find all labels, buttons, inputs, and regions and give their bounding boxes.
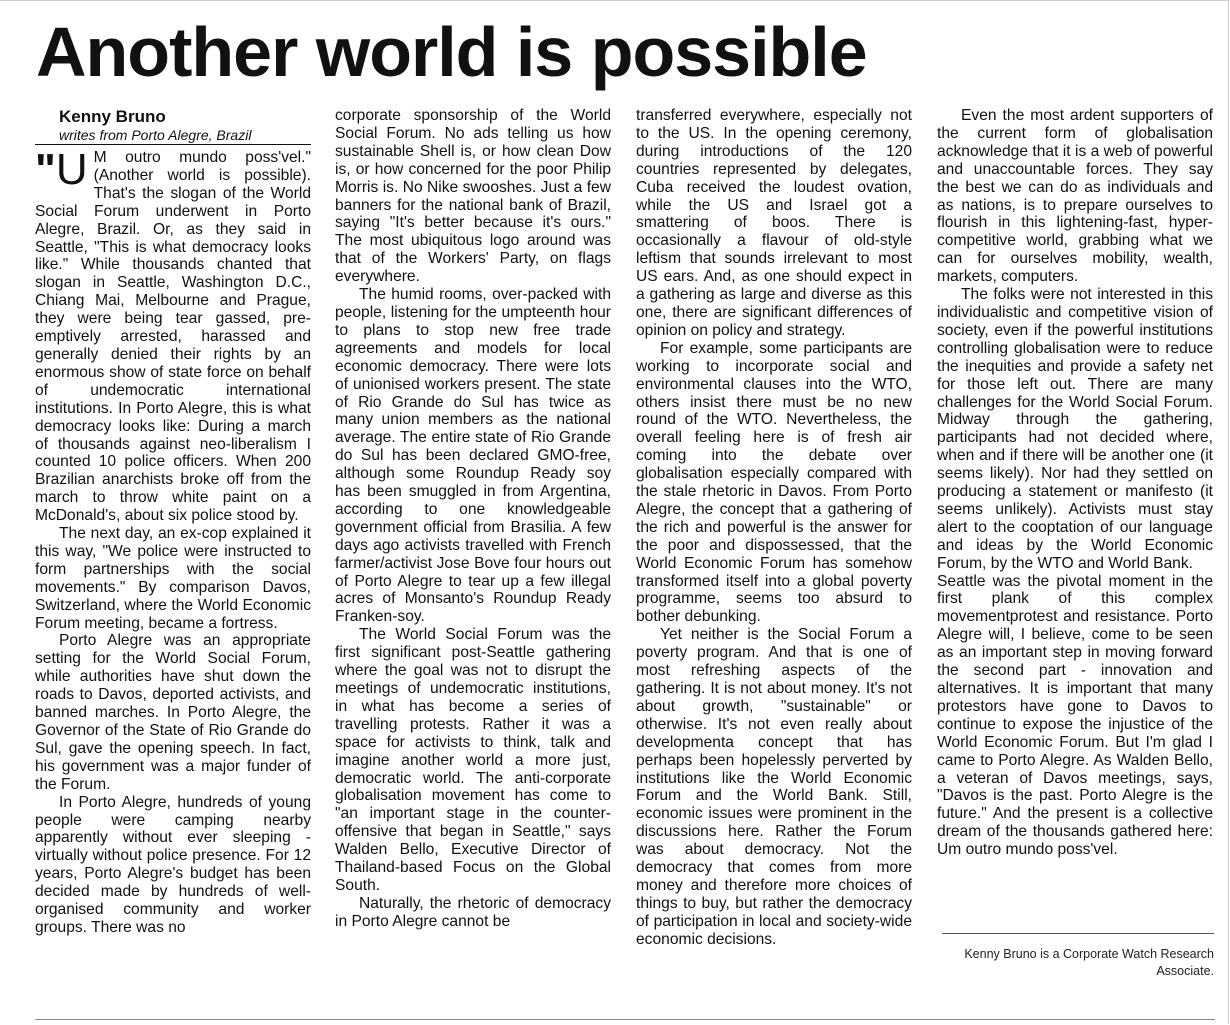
headline: Another world is possible <box>36 13 867 91</box>
column-3 <box>636 107 912 949</box>
dateline: writes from Porto Alegre, Brazil <box>59 127 252 143</box>
drop-cap-quote: " <box>35 145 56 194</box>
paragraph: transferred everywhere, especially not to the US. In the opening ceremony, during introductions of the 120 countries represented by delegates, Cuba received the loudest ovation, while the US and Israel got a smattering of boos. There is occasionally a flavour of old-style leftism that sounds irrelevant to most US ears. And, as one should expect in a gathering as large and diverse as this one, there are significant differences of opinion on policy and strategy. <box>636 107 912 339</box>
drop-cap <box>35 145 88 194</box>
column-1 <box>35 107 311 937</box>
paragraph: The humid rooms, over-packed with people, listening for the umpteenth hour to plans to stop new free trade agreements and models for local economic democracy. There were lots of unionised workers present. The state of Rio Grande do Sul has twice as many union members as the national average. The entire state of Rio Grande do Sul has been declared GMO-free, although some Roundup Ready soy has been smuggled in from Argentina, according to one knowledgeable government official from Brasilia. A few days ago activists travelled with French farmer/activist Jose Bove four hours out of Porto Alegre to tear up a few illegal acres of Monsanto's Roundup Ready Franken-soy. <box>335 286 611 626</box>
paragraph: Naturally, the rhetoric of democracy in Porto Alegre cannot be <box>335 894 611 930</box>
footer-divider <box>35 1019 1215 1020</box>
paragraph: Porto Alegre was an appropriate setting for the World Social Forum, while authorities have shut down the roads to Davos, deported activists, and banned marches. In Porto Alegre, the Governor of the State of Rio Grande do Sul, gave the opening speech. In fact, his government was a major funder of the Forum. <box>35 632 311 793</box>
author-credit: Kenny Bruno is a Corporate Watch Research Associate. <box>964 947 1214 978</box>
column-2 <box>335 107 611 931</box>
paragraph: The next day, an ex-cop explained it this way, "We police were instructed to form partnerships with the social movements." By comparison Davos, Switzerland, where the World Economic Forum meeting, became a fortress. <box>35 525 311 632</box>
paragraph: The folks were not interested in this individualistic and competitive vision of society, even if the powerful institutions controlling globalisation were to reduce the inequities and provide a safety net for those left out. There are many challenges for the World Social Forum. Midway through the gathering, participants had not decided where, when and if there will be another one (it seems likely). Nor had they settled on producing a statement or manifesto (it seems unlikely). Activists must stay alert to the cooptation of our language and ideas by the World Economic Forum, by the WTO and World Bank. <box>937 286 1213 572</box>
author-name: Kenny Bruno <box>59 107 166 126</box>
column-4 <box>937 107 1213 859</box>
paragraph <box>35 145 311 525</box>
paragraph: Even the most ardent supporters of the current form of globalisation acknowledge that it is a web of powerful and unaccountable forces. They say the best we can do as individuals and as nations, is to prepare ourselves to flourish in this lightening-fast, hyper-competitive world, grabbing what we can for ourselves mobility, wealth, markets, computers. <box>937 107 1213 286</box>
paragraph: Yet neither is the Social Forum a poverty program. And that is one of most refreshing aspects of the gathering. It is not about money. It's not about growth, "sustainable" or otherwise. It's not even really about developmenta concept that has perhaps been hopelessly perverted by institutions like the World Economic Forum and the World Bank. Still, economic issues were prominent in the discussions here. Rather the Forum was about democracy. Not the democracy that comes from more money and therefore more choices of things to buy, but rather the democracy of participation in local and society-wide economic decisions. <box>636 626 912 948</box>
drop-cap-letter: U <box>55 145 88 194</box>
credit-divider <box>942 933 1214 934</box>
paragraph: Seattle was the pivotal moment in the first plank of this complex movementprotest and resistance. Porto Alegre will, I believe, come to be seen as an important step in moving forward the second part - innovation and alternatives. It is important that many protestors have gone to Davos to continue to expose the injustice of the World Economic Forum. But I'm glad I came to Porto Alegre. As Walden Bello, a veteran of Davos meetings, says, "Davos is the past. Porto Alegre is the future." And the present is a collective dream of the thousands gathered here: Um outro mundo poss'vel. <box>937 572 1213 859</box>
paragraph: corporate sponsorship of the World Social Forum. No ads telling us how sustainable Shell is, or how clean Dow is, or how concerned for the poor Philip Morris is. No Nike swooshes. Just a few banners for the national bank of Brazil, saying "It's better because it's ours." The most ubiquitous logo around was that of the Workers' Party, on flags everywhere. <box>335 107 611 286</box>
paragraph: The World Social Forum was the first significant post-Seattle gathering where the goal was not to disrupt the meetings of undemocratic institutions, in what has become a series of travelling protests. Rather it was a space for activists to think, talk and imagine another world a more just, democratic world. The anti-corporate globalisation movement has come to "an important stage in the counter-offensive that began in Seattle," says Walden Bello, Executive Director of Thailand-based Focus on the Global South. <box>335 626 611 894</box>
paragraph: In Porto Alegre, hundreds of young people were camping nearby apparently without ever sleeping - virtually without police presence. For 12 years, Porto Alegre's budget has been decided made by hundreds of well-organised community and worker groups. There was no <box>35 793 311 936</box>
paragraph-text: M outro mundo poss'vel." (Another world is possible). That's the slogan of the World Social Forum underwent in Porto Alegre, Brazil. Or, as they said in Seattle, "This is what democracy looks like." While thousands chanted that slogan in Seattle, Washington D.C., Chiang Mai, Melbourne and Prague, they were being tear gassed, pre-emptively arrested, harassed and generally denied their rights by an enormous show of state force on behalf of undemocratic international institutions. In Porto Alegre, this is what democracy looks like: During a march of thousands against neo-liberalism I counted 10 police officers. When 200 Brazilian anarchists broke off from the march to throw white paint on a McDonald's, about six police stood by. <box>35 149 311 525</box>
paragraph: For example, some participants are working to incorporate social and environmental clauses into the WTO, others insist there must be no new round of the WTO. Nevertheless, the overall feeling here is of fresh air coming into the debate over globalisation especially compared with the stale rhetoric in Davos. From Porto Alegre, the concept that a gathering of the rich and powerful is the answer for the poor and dispossessed, that the World Economic Forum has somehow transformed itself into a global poverty programme, seems too absurd to bother debunking. <box>636 339 912 626</box>
